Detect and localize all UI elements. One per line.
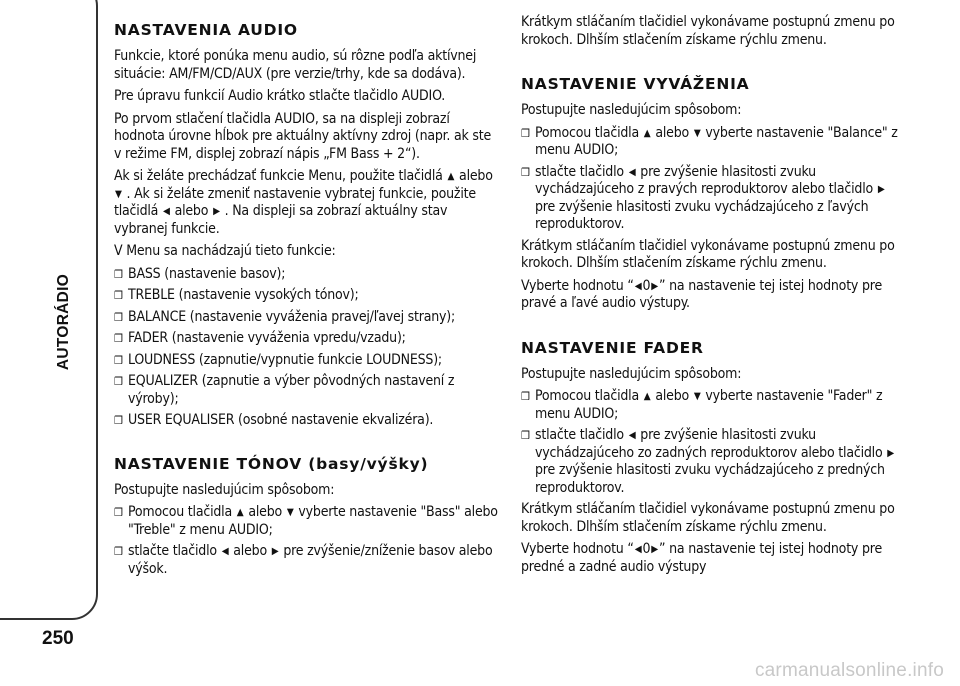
list-item xyxy=(521,388,907,423)
list-item-text xyxy=(128,543,500,578)
text: alebo xyxy=(233,543,267,559)
left-arrow-icon: ◀ xyxy=(628,430,636,441)
list-item xyxy=(114,543,500,578)
checkbox-bullet-icon: ❒ xyxy=(521,126,530,140)
text: Pomocou tlačidla xyxy=(535,124,639,141)
list-item xyxy=(521,164,907,234)
checkbox-bullet-icon: ❒ xyxy=(114,414,123,427)
list-item-text xyxy=(535,427,907,497)
text: . Ak si želáte zmeniť nastavenie vybratej funkcie, použite tlačidlá xyxy=(114,185,476,219)
list-item xyxy=(521,125,907,160)
right-arrow-icon: ▶ xyxy=(877,184,885,195)
text: alebo xyxy=(248,504,283,520)
right-arrow-icon: ▶ xyxy=(887,447,895,459)
spacer xyxy=(114,434,500,448)
left-arrow-icon: ◀ xyxy=(634,280,642,292)
text: Ak si želáte prechádzať funkcie Menu, použite tlačidlá xyxy=(114,168,443,184)
list-item xyxy=(114,330,500,348)
list-item xyxy=(114,412,500,430)
spacer xyxy=(521,318,907,332)
text: alebo xyxy=(174,203,209,219)
down-arrow-icon: ▼ xyxy=(286,507,294,518)
text: vyberte nastavenie "Balance" z menu AUDIO; xyxy=(535,124,898,158)
text: pre zvýšenie hlasitosti zvuku vychádzajúceho zo zadných reproduktorov alebo tlačidlo xyxy=(535,427,883,461)
right-column xyxy=(521,14,907,581)
right-arrow-icon: ▶ xyxy=(651,280,658,292)
list-item xyxy=(114,352,500,370)
text: Pomocou tlačidla xyxy=(535,388,639,404)
checkbox-bullet-icon: ❒ xyxy=(114,506,123,519)
list-item-text: EQUALIZER (zapnutie a výber pôvodných nastavení z výroby); xyxy=(128,373,455,407)
checkbox-bullet-icon: ❒ xyxy=(114,267,123,281)
list-item-text: FADER (nastavenie vyváženia vpredu/vzadu); xyxy=(128,330,406,346)
text: ” na nastavenie tej istej hodnoty pre predné a zadné audio výstupy xyxy=(521,541,882,575)
left-arrow-icon: ◀ xyxy=(628,166,636,178)
text: stlačte tlačidlo xyxy=(535,427,624,443)
left-arrow-icon: ◀ xyxy=(221,546,229,557)
list-item-text: BASS (nastavenie basov); xyxy=(128,265,286,282)
down-arrow-icon: ▼ xyxy=(693,127,701,139)
sidebar-section-label: AUTORÁDIO xyxy=(55,273,72,371)
sidebar-frame xyxy=(0,0,98,620)
text: ” na nastavenie tej istej hodnoty pre pravé a ľavé audio výstupy. xyxy=(521,277,882,311)
zero-value: 0 xyxy=(642,277,651,294)
paragraph: Po prvom stlačení tlačidla AUDIO, sa na displeji zobrazí hodnota úrovne hĺbok pre aktuálny aktívny zdroj (napr. ak ste v režime FM, displej zobrazí nápis „FM Bass + 2“). xyxy=(114,110,492,162)
paragraph: Funkcie, ktoré ponúka menu audio, sú rôzne podľa aktívnej situácie: AM/FM/CD/AUX (pre verzie/trhy, kde sa dodáva). xyxy=(114,48,477,82)
text: alebo xyxy=(655,388,690,404)
checkbox-bullet-icon: ❒ xyxy=(114,310,123,324)
text: pre zvýšenie hlasitosti zvuku vychádzajúceho z ľavých reproduktorov. xyxy=(535,198,869,232)
text: pre zvýšenie/zníženie basov alebo výšok. xyxy=(128,543,493,577)
paragraph: Pre úpravu funkcií Audio krátko stlačte tlačidlo AUDIO. xyxy=(114,88,446,104)
list-item-text: BALANCE (nastavenie vyváženia pravej/ľavej strany); xyxy=(128,308,456,325)
paragraph-menu-navigation xyxy=(114,168,500,238)
left-arrow-icon: ◀ xyxy=(163,206,170,217)
text: pre zvýšenie hlasitosti zvuku vychádzajúceho z predných reproduktorov. xyxy=(535,462,885,496)
checkbox-bullet-icon: ❒ xyxy=(114,545,123,558)
text: Vyberte hodnotu “ xyxy=(521,541,634,557)
paragraph-zero-value xyxy=(521,541,907,576)
paragraph: Postupujte nasledujúcim spôsobom: xyxy=(521,102,742,118)
down-arrow-icon: ▼ xyxy=(693,391,701,402)
text: alebo xyxy=(655,124,690,141)
checkbox-bullet-icon: ❒ xyxy=(114,332,123,345)
watermark: carmanualsonline.info xyxy=(754,660,944,681)
right-arrow-icon: ▶ xyxy=(271,546,279,557)
up-arrow-icon: ▲ xyxy=(236,507,244,518)
text: stlačte tlačidlo xyxy=(128,543,217,559)
text: vyberte nastavenie "Fader" z menu AUDIO; xyxy=(535,388,883,422)
up-arrow-icon: ▲ xyxy=(447,171,455,182)
heading-audio-settings: NASTAVENIA AUDIO xyxy=(114,21,298,39)
left-column xyxy=(114,14,500,582)
heading-fader-settings: NASTAVENIE FADER xyxy=(521,338,704,357)
zero-value: 0 xyxy=(642,541,651,557)
paragraph: Krátkym stláčaním tlačidiel vykonávame postupnú zmenu po krokoch. Dlhším stlačením získame rýchlu zmenu. xyxy=(521,14,895,48)
paragraph: Postupujte nasledujúcim spôsobom: xyxy=(521,365,742,382)
list-item xyxy=(114,504,500,539)
up-arrow-icon: ▲ xyxy=(643,127,651,139)
checkbox-bullet-icon: ❒ xyxy=(521,429,530,442)
checkbox-bullet-icon: ❒ xyxy=(521,390,530,403)
checkbox-bullet-icon: ❒ xyxy=(114,353,123,367)
text: stlačte tlačidlo xyxy=(535,163,624,180)
list-item xyxy=(521,427,907,497)
text: Pomocou tlačidla xyxy=(128,504,232,520)
list-item xyxy=(114,266,500,284)
paragraph-zero-value xyxy=(521,278,907,313)
checkbox-bullet-icon: ❒ xyxy=(521,165,530,179)
list-item xyxy=(114,287,500,305)
paragraph: V Menu sa nachádzajú tieto funkcie: xyxy=(114,243,336,259)
paragraph: Krátkym stláčaním tlačidiel vykonávame postupnú zmenu po krokoch. Dlhším stlačením získame rýchlu zmenu. xyxy=(521,501,895,535)
paragraph: Krátkym stláčaním tlačidiel vykonávame postupnú zmenu po krokoch. Dlhším stlačením získame rýchlu zmenu. xyxy=(521,237,895,271)
list-item-text xyxy=(535,125,907,160)
list-item-text: TREBLE (nastavenie vysokých tónov); xyxy=(128,287,359,303)
text: vyberte nastavenie "Bass" alebo "Treble" z menu AUDIO; xyxy=(128,504,498,538)
text: . Na displeji sa zobrazí aktuálny stav vybranej funkcie. xyxy=(114,203,448,237)
spacer xyxy=(521,54,907,68)
text: alebo xyxy=(459,168,493,184)
list-item-text xyxy=(535,164,907,234)
checkbox-bullet-icon: ❒ xyxy=(114,375,123,388)
text: Vyberte hodnotu “ xyxy=(521,277,634,294)
heading-balance-settings: NASTAVENIE VYVÁŽENIA xyxy=(521,75,750,93)
paragraph: Postupujte nasledujúcim spôsobom: xyxy=(114,481,335,498)
list-item xyxy=(114,373,500,408)
right-arrow-icon: ▶ xyxy=(213,206,220,217)
list-item-text: LOUDNESS (zapnutie/vypnutie funkcie LOUDNESS); xyxy=(128,351,442,368)
page-number: 250 xyxy=(42,628,74,649)
text: pre zvýšenie hlasitosti zvuku vychádzajúceho z pravých reproduktorov alebo tlačidlo xyxy=(535,163,873,197)
list-item-text: USER EQUALISER (osobné nastavenie ekvalizéra). xyxy=(128,412,434,428)
list-item-text xyxy=(535,388,907,423)
heading-tone-settings: NASTAVENIE TÓNOV (basy/výšky) xyxy=(114,454,429,473)
left-arrow-icon: ◀ xyxy=(634,544,642,555)
down-arrow-icon: ▼ xyxy=(115,188,122,200)
list-item-text xyxy=(128,504,500,539)
checkbox-bullet-icon: ❒ xyxy=(114,289,123,302)
up-arrow-icon: ▲ xyxy=(643,391,651,402)
list-item xyxy=(114,309,500,327)
right-arrow-icon: ▶ xyxy=(651,544,658,555)
